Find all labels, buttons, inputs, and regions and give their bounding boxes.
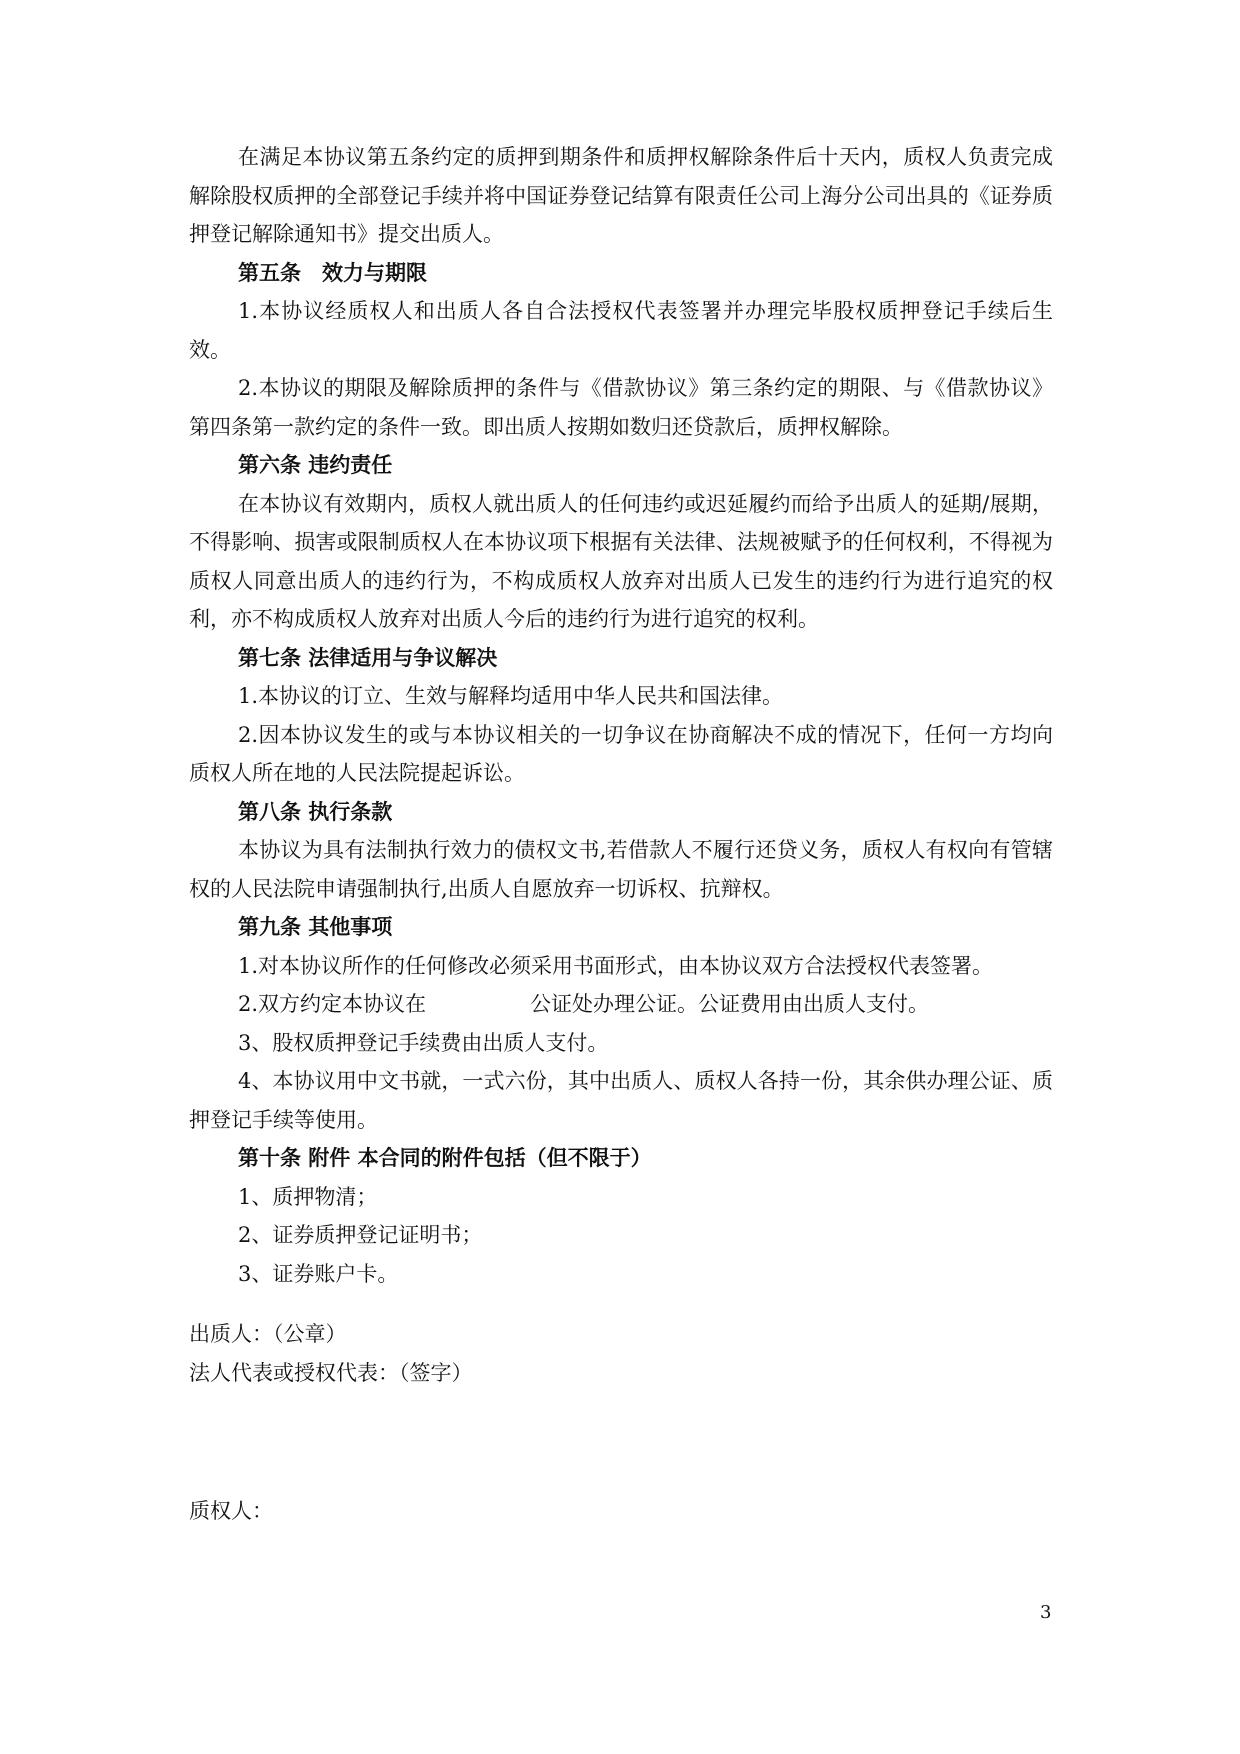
article-7-clause-2: 2.因本协议发生的或与本协议相关的一切争议在协商解决不成的情况下，任何一方均向质权人所在地的人民法院提起诉讼。 bbox=[189, 722, 1053, 785]
attachment-3: 3、证券账户卡。 bbox=[238, 1261, 399, 1286]
article-10-heading: 第十条 附件 本合同的附件包括（但不限于） bbox=[238, 1145, 652, 1170]
article-9-heading: 第九条 其他事项 bbox=[238, 914, 393, 939]
document-body bbox=[189, 138, 1053, 1531]
article-7-heading: 第七条 法律适用与争议解决 bbox=[238, 644, 498, 670]
article-9-clause-3: 3、股权质押登记手续费由出质人支付。 bbox=[238, 1030, 609, 1055]
article-9-clause-2 bbox=[189, 985, 1053, 1024]
article-6-heading: 第六条 违约责任 bbox=[238, 452, 393, 477]
pledgee-signature-line: 质权人： bbox=[189, 1499, 273, 1523]
pledgor-signature-line: 出质人：（公章） bbox=[189, 1322, 347, 1346]
article-7-clause-1: 1.本协议的订立、生效与解释均适用中华人民共和国法律。 bbox=[238, 684, 784, 708]
article-8-clause-1: 本协议为具有法制执行效力的债权文书,若借款人不履行还贷义务，质权人有权向有管辖权的人民法院申请强制执行,出质人自愿放弃一切诉权、抗辩权。 bbox=[189, 838, 1053, 901]
spacer bbox=[189, 1392, 1053, 1492]
article-5-heading: 第五条 效力与期限 bbox=[238, 259, 427, 285]
article-6-clause-1: 在本协议有效期内，质权人就出质人的任何违约或迟延履约而给予出质人的延期/展期，不得影响、损害或限制质权人在本协议项下根据有关法律、法规被赋予的任何权利，不得视为质权人同意出质人的违约行为，不构成质权人放弃对出质人已发生的违约行为进行追究的权利，亦不构成质权人放弃对出质人今后的违约行为进行追究的权利。 bbox=[189, 491, 1053, 631]
article-9-clause-1: 1.对本协议所作的任何修改必须采用书面形式，由本协议双方合法授权代表签署。 bbox=[238, 953, 994, 978]
article-5-clause-2: 2.本协议的期限及解除质押的条件与《借款协议》第三条约定的期限、与《借款协议》第四条第一款约定的条件一致。即出质人按期如数归还贷款后，质押权解除。 bbox=[189, 376, 1053, 439]
release-paragraph: 在满足本协议第五条约定的质押到期条件和质押权解除条件后十天内，质权人负责完成解除股权质押的全部登记手续并将中国证券登记结算有限责任公司上海分公司出具的《证券质押登记解除通知书》提交出质人。 bbox=[189, 145, 1053, 246]
article-5-clause-1: 1.本协议经质权人和出质人各自合法授权代表签署并办理完毕股权质押登记手续后生效。 bbox=[189, 299, 1053, 362]
attachment-1: 1、质押物清； bbox=[238, 1184, 378, 1209]
page-number: 3 bbox=[1040, 1602, 1052, 1623]
pledgor-representative-line: 法人代表或授权代表：（签字） bbox=[189, 1360, 473, 1385]
spacer bbox=[189, 1293, 1053, 1315]
article-9-clause-2-start: 2.双方约定本协议在 bbox=[238, 992, 427, 1016]
article-8-heading: 第八条 执行条款 bbox=[238, 798, 393, 824]
article-9-clause-4: 4、本协议用中文书就，一式六份，其中出质人、质权人各持一份，其余供办理公证、质押登记手续等使用。 bbox=[189, 1069, 1053, 1132]
article-9-clause-2-end: 公证处办理公证。公证费用由出质人支付。 bbox=[530, 992, 930, 1016]
attachment-2: 2、证券质押登记证明书； bbox=[238, 1223, 483, 1247]
